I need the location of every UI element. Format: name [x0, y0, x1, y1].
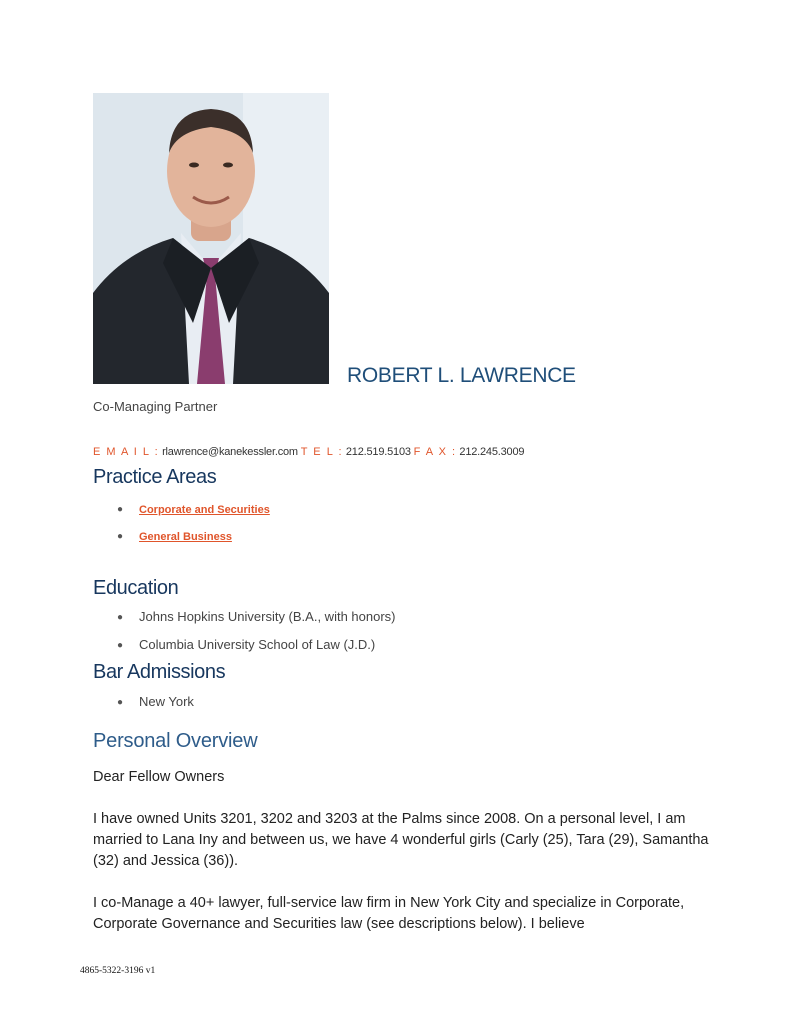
bullet-icon: ● [117, 697, 124, 708]
contact-line [93, 446, 524, 458]
practice-area-item[interactable] [117, 528, 232, 543]
bullet-icon: ● [117, 640, 124, 651]
fax-value: 212.245.3009 [459, 446, 525, 458]
person-name: ROBERT L. LAWRENCE [347, 364, 576, 387]
practice-areas-heading: Practice Areas [93, 466, 217, 488]
education-item [117, 637, 375, 652]
tel-value: 212.519.5103 [345, 446, 411, 458]
email-value[interactable]: rlawrence@kanekessler.com [162, 446, 298, 458]
practice-area-link[interactable]: Corporate and Securities [139, 504, 270, 516]
bullet-icon: ● [117, 504, 124, 515]
education-text: Johns Hopkins University (B.A., with honors) [139, 609, 396, 624]
bar-admission-item [117, 694, 194, 709]
personal-overview-heading: Personal Overview [93, 730, 258, 752]
bar-admission-text: New York [139, 694, 194, 709]
email-label: E M A I L : [93, 446, 160, 458]
bar-admissions-heading: Bar Admissions [93, 661, 226, 683]
bullet-icon: ● [117, 531, 124, 542]
document-id: 4865-5322-3196 v1 [80, 966, 156, 976]
overview-paragraph-1: I have owned Units 3201, 3202 and 3203 at the Palms since 2008. On a personal level, I am married to Lana Iny and between us, we have 4 wonderful girls (Carly (25), Tara (29), Samantha (32) and Jessica (36)). [93, 811, 709, 869]
overview-paragraph-2: I co-Manage a 40+ lawyer, full-service law firm in New York City and specialize in Corporate, Corporate Governance and Securities law (see descriptions below). I believe [93, 895, 685, 932]
headshot-photo [93, 93, 329, 384]
portrait-illustration [93, 93, 329, 384]
practice-area-link[interactable]: General Business [139, 531, 232, 543]
bullet-icon: ● [117, 612, 124, 623]
person-role: Co-Managing Partner [93, 399, 218, 414]
education-text: Columbia University School of Law (J.D.) [139, 637, 376, 652]
tel-label: T E L : [300, 446, 344, 458]
practice-area-item[interactable] [117, 501, 270, 516]
salutation: Dear Fellow Owners [93, 769, 225, 785]
fax-label: F A X : [413, 446, 457, 458]
education-heading: Education [93, 577, 179, 599]
education-item [117, 609, 395, 624]
